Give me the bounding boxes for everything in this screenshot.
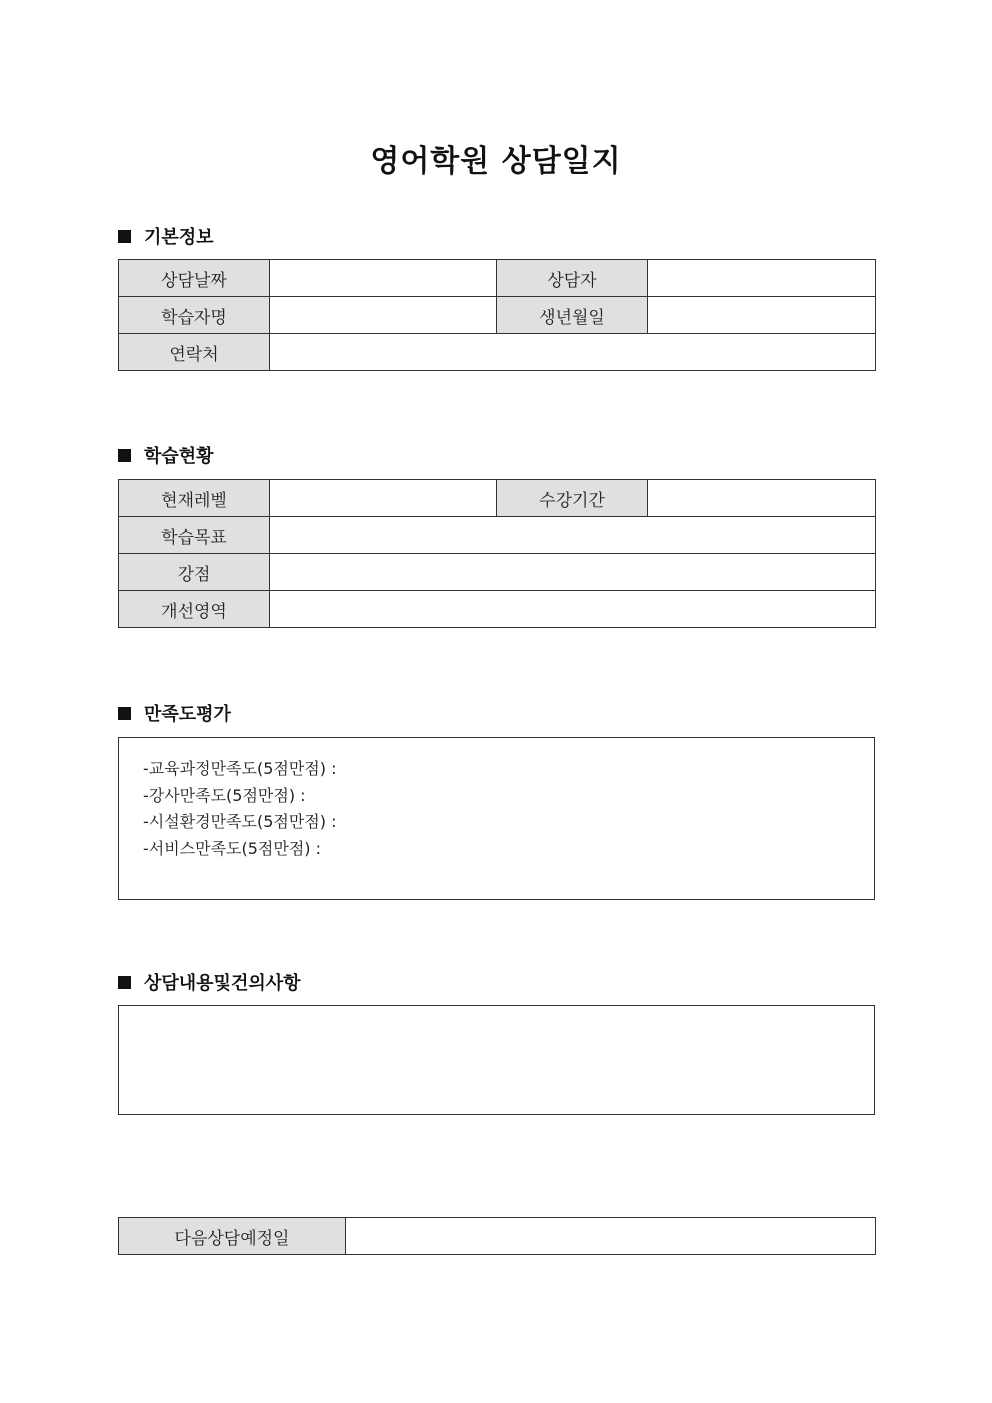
birthdate-field[interactable] bbox=[648, 297, 876, 334]
section-heading-label: 상담내용및건의사항 bbox=[144, 973, 301, 994]
table-row bbox=[119, 334, 876, 371]
satisfaction-item-service: -서비스만족도(5점만점) : bbox=[143, 838, 322, 858]
counselor-field[interactable] bbox=[648, 260, 876, 297]
contact-label: 연락처 bbox=[119, 334, 270, 371]
student-name-field[interactable] bbox=[270, 297, 497, 334]
goal-field[interactable] bbox=[270, 517, 876, 554]
table-row bbox=[119, 554, 876, 591]
section-heading-satisfaction bbox=[118, 700, 231, 726]
table-row bbox=[119, 591, 876, 628]
goal-label: 학습목표 bbox=[119, 517, 270, 554]
strength-label: 강점 bbox=[119, 554, 270, 591]
date-label: 상담날짜 bbox=[119, 260, 270, 297]
page-title: 영어학원 상담일지 bbox=[370, 144, 622, 179]
section-heading-label: 기본정보 bbox=[144, 227, 214, 248]
date-field[interactable] bbox=[270, 260, 497, 297]
black-square-icon bbox=[118, 976, 131, 989]
basic-info-table bbox=[118, 259, 876, 371]
table-row bbox=[119, 517, 876, 554]
improvement-label: 개선영역 bbox=[119, 591, 270, 628]
level-field[interactable] bbox=[270, 480, 497, 517]
period-label: 수강기간 bbox=[497, 480, 648, 517]
satisfaction-box[interactable] bbox=[118, 737, 875, 900]
study-status-table bbox=[118, 479, 876, 628]
next-consultation-label: 다음상담예정일 bbox=[119, 1218, 346, 1255]
section-heading-label: 만족도평가 bbox=[144, 704, 231, 725]
level-label: 현재레벨 bbox=[119, 480, 270, 517]
counselor-label: 상담자 bbox=[497, 260, 648, 297]
section-heading-basic bbox=[118, 223, 214, 249]
strength-field[interactable] bbox=[270, 554, 876, 591]
improvement-field[interactable] bbox=[270, 591, 876, 628]
satisfaction-item-curriculum: -교육과정만족도(5점만점) : bbox=[143, 759, 337, 778]
birthdate-label: 생년월일 bbox=[497, 297, 648, 334]
next-consultation-field[interactable] bbox=[346, 1218, 876, 1255]
student-name-label: 학습자명 bbox=[119, 297, 270, 334]
satisfaction-item-instructor: -강사만족도(5점만점) : bbox=[143, 785, 306, 805]
section-heading-study bbox=[118, 442, 214, 468]
table-row bbox=[119, 260, 876, 297]
contact-field[interactable] bbox=[270, 334, 876, 371]
black-square-icon bbox=[118, 230, 131, 243]
period-field[interactable] bbox=[648, 480, 876, 517]
consultation-content-box[interactable] bbox=[118, 1005, 875, 1115]
table-row bbox=[119, 297, 876, 334]
next-consultation-table bbox=[118, 1217, 876, 1255]
satisfaction-item-facility: -시설환경만족도(5점만점) : bbox=[143, 812, 337, 831]
section-heading-label: 학습현황 bbox=[144, 446, 214, 467]
black-square-icon bbox=[118, 707, 131, 720]
table-row bbox=[119, 1218, 876, 1255]
section-heading-consultation bbox=[118, 969, 301, 995]
table-row bbox=[119, 480, 876, 517]
black-square-icon bbox=[118, 449, 131, 462]
